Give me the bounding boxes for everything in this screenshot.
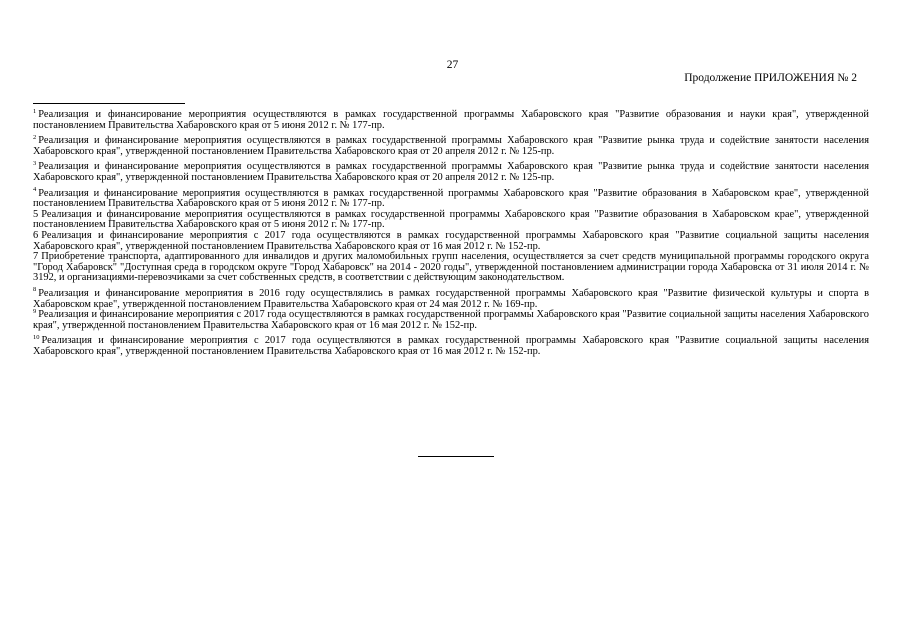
footnote-7 — [33, 252, 869, 284]
footnote-1 — [33, 107, 869, 131]
footnote-mark: 1 — [33, 107, 37, 115]
footnote-mark: 10 — [33, 333, 40, 341]
footnote-3 — [33, 159, 869, 183]
footnote-mark: 3 — [33, 159, 37, 167]
footnote-mark: 6 — [33, 229, 39, 241]
end-of-document-rule — [418, 456, 494, 457]
footnote-4 — [33, 186, 869, 210]
footnote-6 — [33, 231, 869, 252]
appendix-continuation-label: Продолжение ПРИЛОЖЕНИЯ № 2 — [684, 72, 857, 84]
footnote-separator — [33, 103, 185, 104]
footnote-8 — [33, 286, 869, 310]
footnote-text: Приобретение транспорта, адаптированного для инвалидов и других маломобильных групп населения, осуществляется за счет средств муниципальной программы городского округа "Город Хабаровск" "Доступная среда в городском округе "Город Хабаровск" на 2014 - 2020 годы", утвержденной постановлением администрации города Хабаровска от 31 июля 2014 г. № 3192, и организациями-перевозчиками за счет собственных средств, в соответствии с действующим законодательством. — [33, 251, 869, 284]
footnote-text: Реализация и финансирование мероприятия с 2017 года осуществляются в рамках государственной программы Хабаровского края "Развитие социальной защиты населения Хабаровского края", утвержденной постановлением Правительства Хабаровского края от 16 мая 2012 г. № 152-пр. — [33, 229, 869, 252]
footnote-9 — [33, 307, 869, 331]
footnote-2 — [33, 133, 869, 157]
footnote-5 — [33, 210, 869, 231]
footnote-mark: 5 — [33, 208, 39, 220]
footnote-text: Реализация и финансирование мероприятия осуществляются в рамках государственной программы Хабаровского края "Развитие образования в Хабаровском крае", утвержденной постановлением Правительства Хабаровского края от 5 июня 2012 г. № 177-пр. — [33, 187, 869, 210]
footnote-mark: 2 — [33, 133, 37, 141]
footnote-text: Реализация и финансирование мероприятия в 2016 году осуществлялись в рамках государственной программы Хабаровского края "Развитие физической культуры и спорта в Хабаровском крае", утвержденной постановлением Правительства Хабаровского края от 24 мая 2012 г. № 169-пр. — [33, 287, 869, 310]
footnote-text: Реализация и финансирование мероприятия осуществляются в рамках государственной программы Хабаровского края "Развитие образования и науки края", утвержденной постановлением Правительства Хабаровского края от 5 июня 2012 г. № 177-пр. — [33, 109, 869, 131]
footnote-text: Реализация и финансирование мероприятия осуществляются в рамках государственной программы Хабаровского края "Развитие рынка труда и содействие занятости населения Хабаровского края", утвержденной постановлением Правительства Хабаровского края от 20 апреля 2012 г. № 125-пр. — [33, 135, 869, 157]
footnote-mark: 7 — [33, 251, 39, 263]
footnote-mark: 8 — [33, 286, 37, 294]
footnote-text: Реализация и финансирование мероприятия с 2017 года осуществляются в рамках государственной программы Хабаровского края "Развитие социальной защиты населения Хабаровского края", утвержденной постановлением Правительства Хабаровского края от 16 мая 2012 г. № 152-пр. — [33, 335, 869, 357]
footnote-text: Реализация и финансирование мероприятия с 2017 года осуществляются в рамках государственной программы Хабаровского края "Развитие социальной защиты населения Хабаровского края", утвержденной постановлением Правительства Хабаровского края от 16 мая 2012 г. № 152-пр. — [33, 309, 869, 331]
footnote-10 — [33, 333, 869, 357]
footnote-text: Реализация и финансирование мероприятия осуществляются в рамках государственной программы Хабаровского края "Развитие рынка труда и содействие занятости населения Хабаровского края", утвержденной постановлением Правительства Хабаровского края от 20 апреля 2012 г. № 125-пр. — [33, 161, 869, 183]
page-number: 27 — [446, 59, 459, 71]
footnote-mark: 4 — [33, 186, 37, 194]
footnotes-list — [33, 107, 869, 357]
footnote-mark: 9 — [33, 307, 37, 315]
footnote-text: Реализация и финансирование мероприятия осуществляются в рамках государственной программы Хабаровского края "Развитие образования в Хабаровском крае", утвержденной постановлением Правительства Хабаровского края от 5 июня 2012 г. № 177-пр. — [33, 208, 869, 231]
